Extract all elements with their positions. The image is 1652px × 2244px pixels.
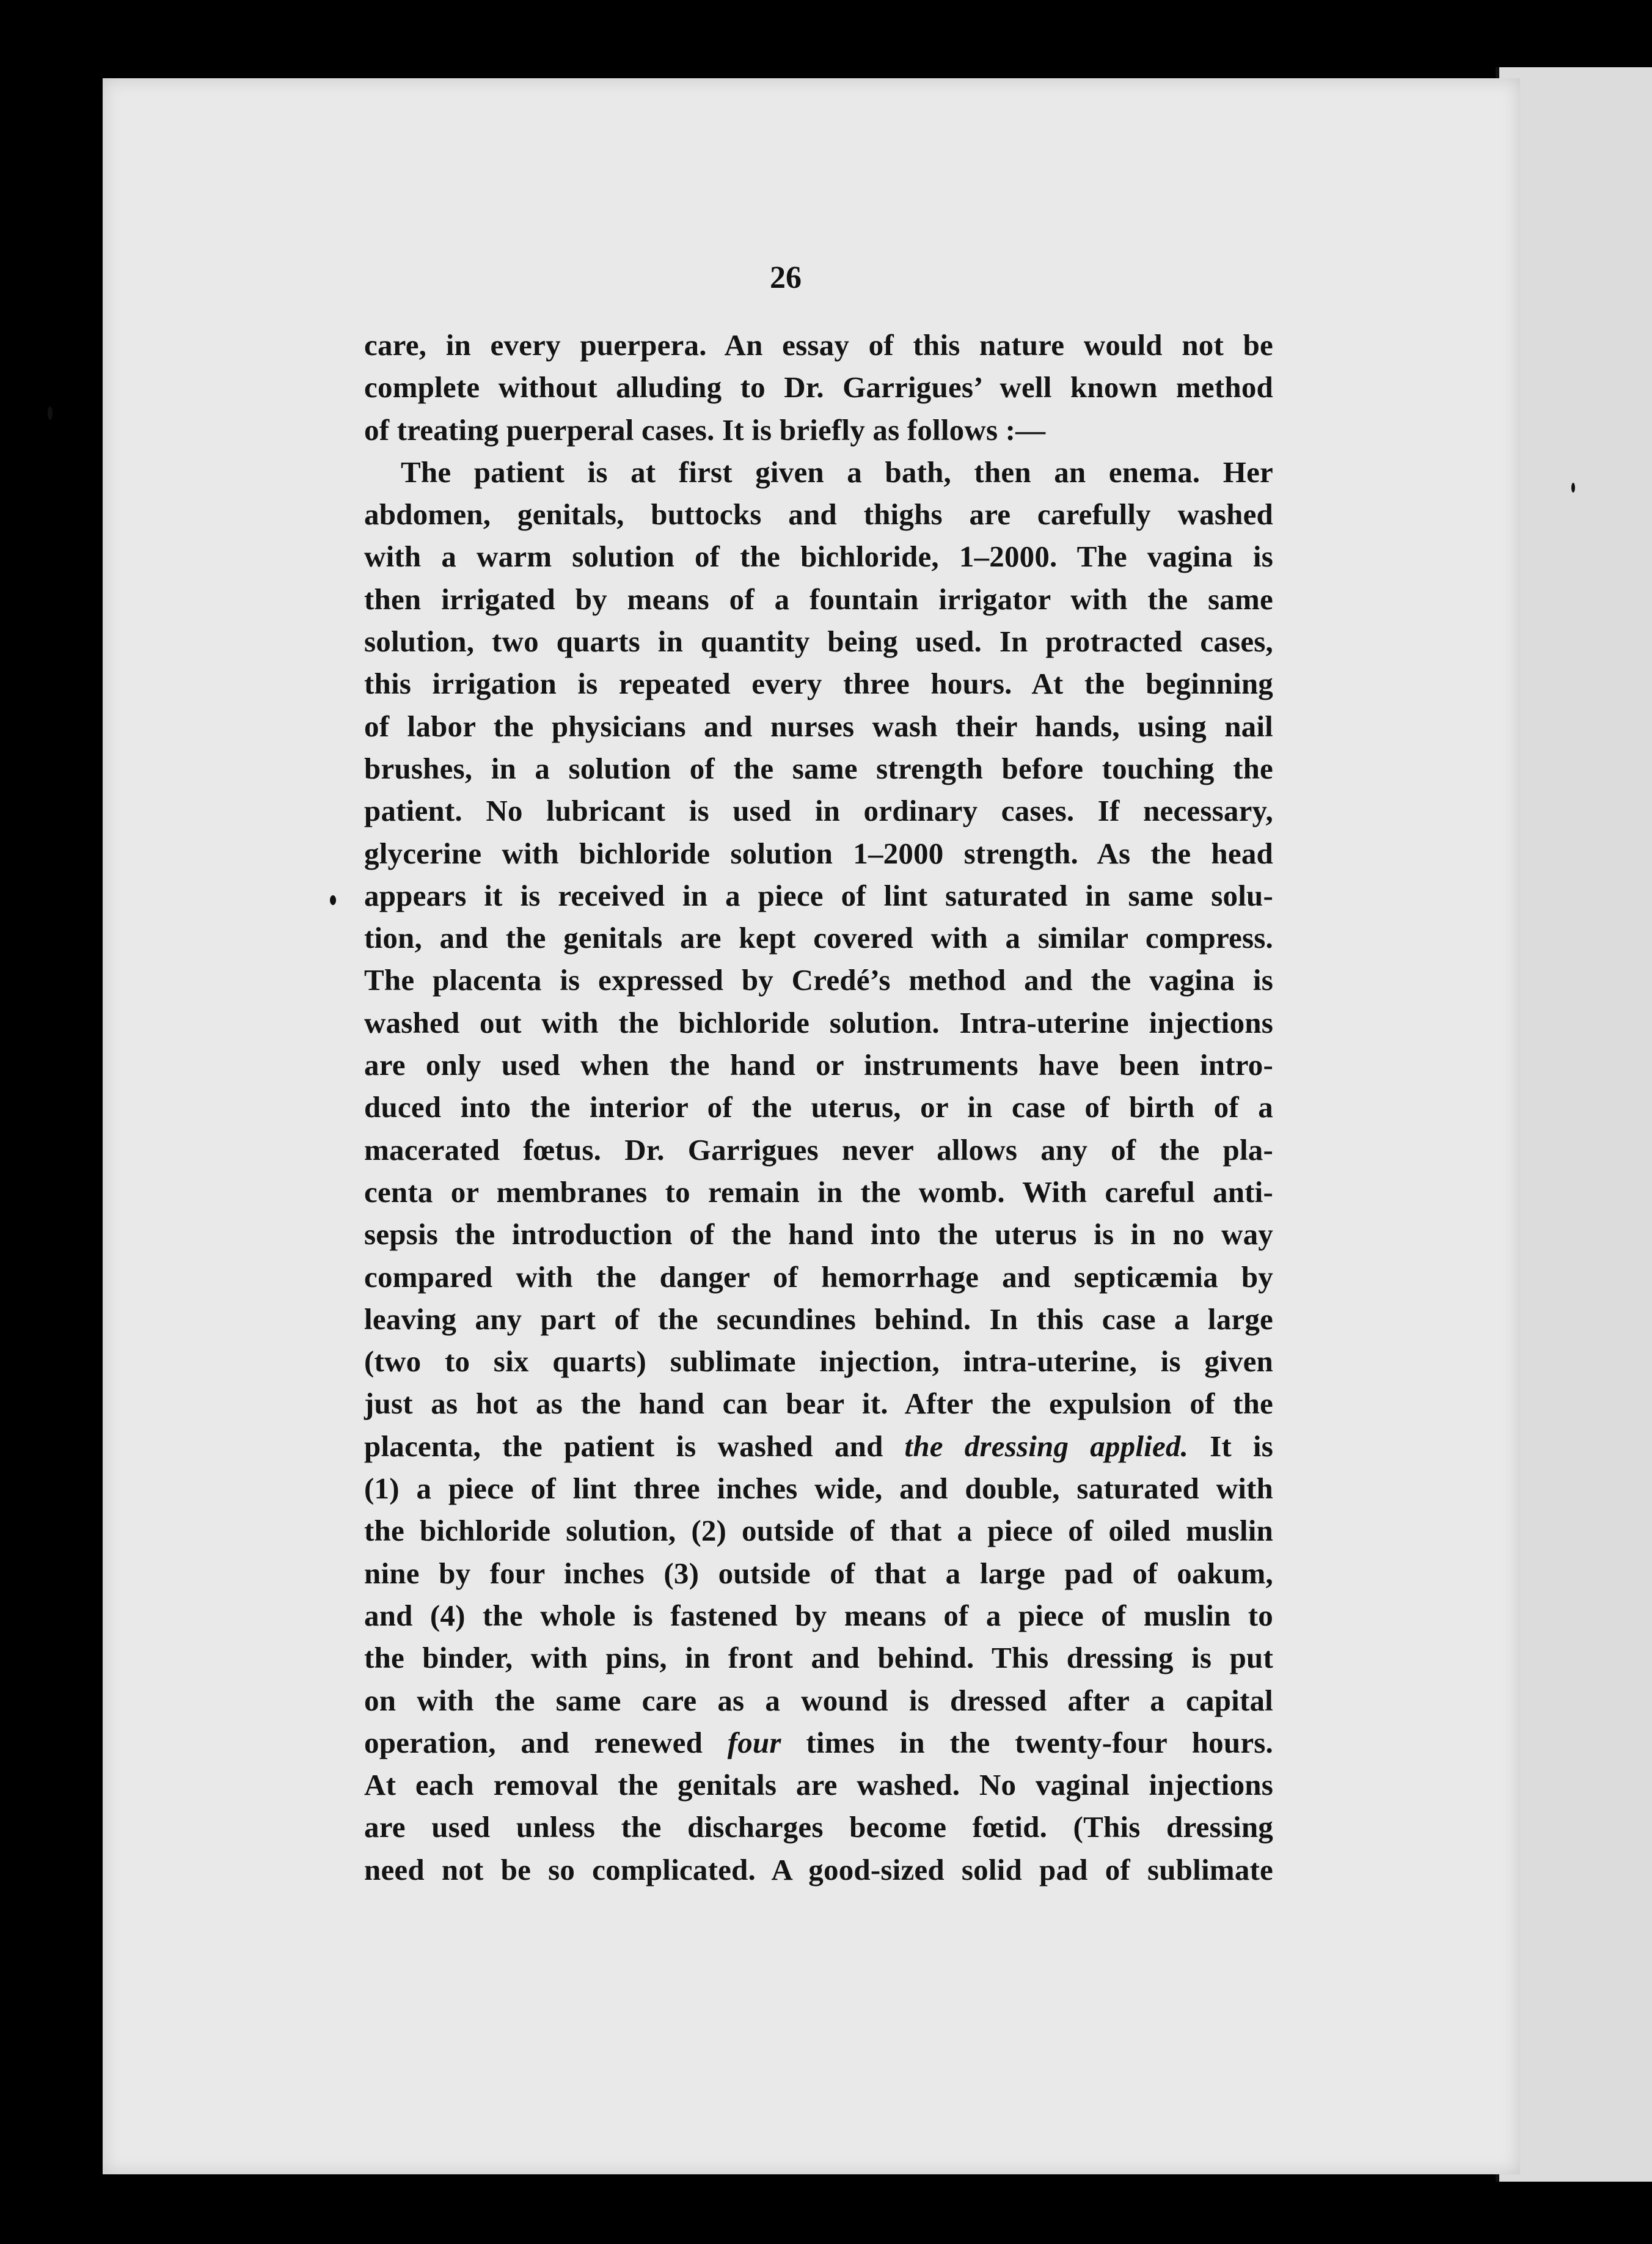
text-line: complete without alluding to Dr. Garrigues’ well known method (364, 370, 1273, 405)
text-line: duced into the interior of the uterus, or in case of birth of a (364, 1090, 1273, 1124)
text-line: compared with the danger of hemorrhage and septicæmia by (364, 1260, 1273, 1294)
text-line: centa or membranes to remain in the womb. With careful anti- (364, 1175, 1273, 1209)
text-line: just as hot as the hand can bear it. After the expulsion of the (364, 1387, 1273, 1421)
page-speck (1571, 483, 1575, 493)
text-line: are used unless the discharges become fœtid. (This dressing (364, 1810, 1273, 1844)
text-line: this irrigation is repeated every three hours. At the beginning (364, 667, 1273, 701)
page-number: 26 (770, 260, 802, 295)
text-line: nine by four inches (3) outside of that a large pad of oakum, (364, 1556, 1273, 1590)
text-run: times in the twenty-four hours. (781, 1725, 1273, 1759)
page-speck (48, 406, 53, 420)
text-line: appears it is received in a piece of lint saturated in same solu- (364, 878, 1273, 912)
text-run: placenta, the patient is washed and (364, 1429, 905, 1463)
text-line: and (4) the whole is fastened by means of a piece of muslin to (364, 1598, 1273, 1632)
text-line: then irrigated by means of a fountain irrigator with the same (364, 582, 1273, 616)
text-line: solution, two quarts in quantity being used. In protracted cases, (364, 625, 1273, 659)
text-line: on with the same care as a wound is dressed after a capital (364, 1683, 1273, 1717)
text-line: leaving any part of the secundines behind. In this case a large (364, 1302, 1273, 1336)
text-line: washed out with the bichloride solution. Intra-uterine injections (364, 1005, 1273, 1040)
text-run: It is (1188, 1429, 1273, 1463)
page-speck (330, 895, 336, 905)
text-line: the binder, with pins, in front and behind. This dressing is put (364, 1641, 1273, 1675)
text-line: (two to six quarts) sublimate injection, intra-uterine, is given (364, 1344, 1273, 1379)
text-line: brushes, in a solution of the same strength before touching the (364, 751, 1273, 785)
text-line: abdomen, genitals, buttocks and thighs are carefully washed (364, 497, 1273, 532)
text-line: glycerine with bichloride solution 1–2000 strength. As the head (364, 836, 1273, 870)
text-line: patient. No lubricant is used in ordinary cases. If necessary, (364, 794, 1273, 828)
text-line: macerated fœtus. Dr. Garrigues never allows any of the pla- (364, 1132, 1273, 1167)
text-line: At each removal the genitals are washed. No vaginal injections (364, 1768, 1273, 1802)
text-line: are only used when the hand or instruments have been intro- (364, 1048, 1273, 1082)
text-line: the bichloride solution, (2) outside of that a piece of oiled muslin (364, 1514, 1273, 1548)
italic-run: the dressing applied. (904, 1429, 1189, 1463)
text-line: The placenta is expressed by Credé’s method and the vagina is (364, 963, 1273, 997)
text-line: sepsis the introduction of the hand into the uterus is in no way (364, 1217, 1273, 1252)
text-line (364, 1722, 1273, 1764)
text-line: of treating puerperal cases. It is briefly as follows :— (364, 413, 1046, 447)
body-text (364, 324, 1273, 1891)
text-line: with a warm solution of the bichloride, 1–2000. The vagina is (364, 540, 1273, 574)
italic-run: four (727, 1725, 781, 1759)
text-line: tion, and the genitals are kept covered with a similar compress. (364, 921, 1273, 955)
text-line (364, 1425, 1273, 1467)
text-line: care, in every puerpera. An essay of this nature would not be (364, 328, 1273, 362)
text-line: need not be so complicated. A good-sized solid pad of sublimate (364, 1852, 1273, 1887)
text-run: operation, and renewed (364, 1725, 728, 1759)
text-line: (1) a piece of lint three inches wide, and double, saturated with (364, 1472, 1273, 1506)
text-line: The patient is at first given a bath, then an enema. Her (401, 455, 1273, 489)
text-line: of labor the physicians and nurses wash their hands, using nail (364, 709, 1273, 743)
